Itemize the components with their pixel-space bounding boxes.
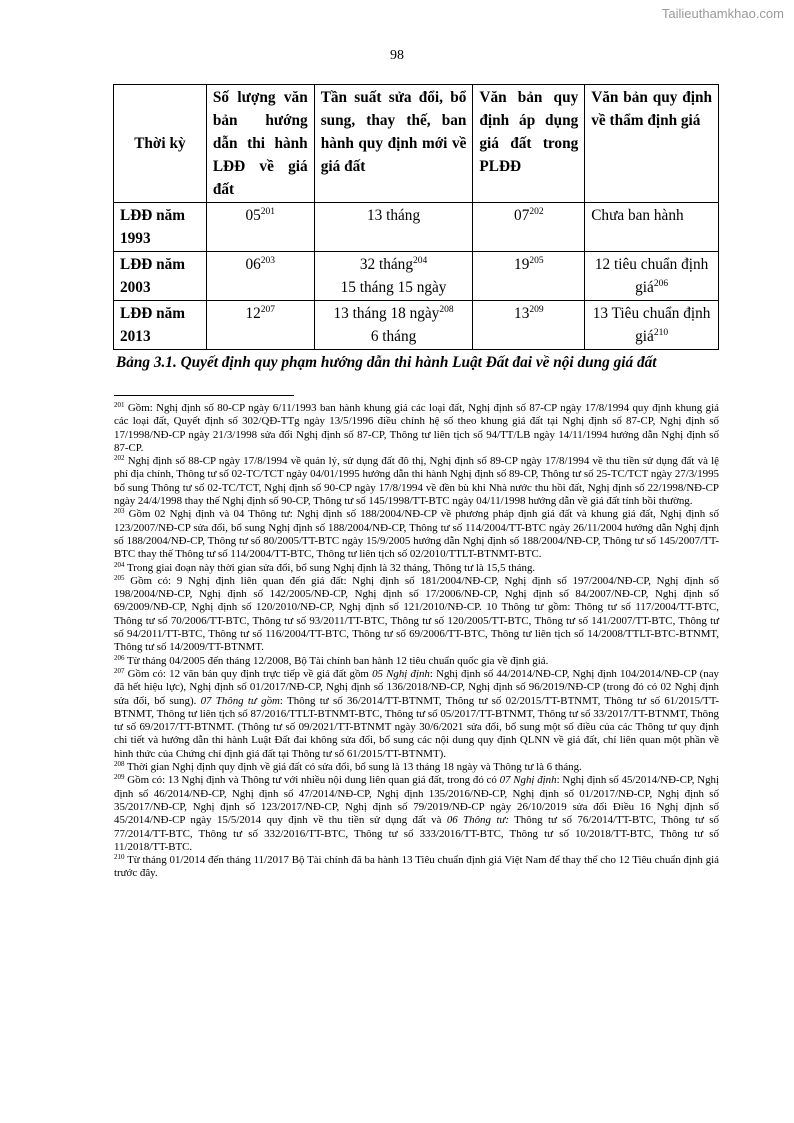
footnote-207: $^{207}$ Gồm có: 12 văn bản quy định trực tiếp về giá đất gồm 05 Nghị định: Nghị định số 44/2014/NĐ-CP, Nghị định 104/2014/NĐ-CP (nay đã hết hiệu lực), Nghị định số 01/2017/NĐ-CP, Nghị định số 136/2018/NĐ-CP, Nghị định số 96/2019/NĐ-CP (trong đó có 02 Nghị định sửa đổi, bổ sung). 07 Thông tư gồm: Thông tư số 36/2014/TT-BTNMT, Thông tư số 02/2015/TT-BTNMT, Thông tư số 61/2015/TT-BTNMT, Thông tư liên tịch số 87/2016/TTLT-BTNMT-BTC, Thông tư số 05/2017/TT-BTNMT, Thông tư số 33/2017/TT-BTNMT, Thông tư số 69/2017/TT-BTNMT. (Thông tư số 09/2021/TT-BTNMT ngày 30/6/2021 sửa đổi, bổ sung một số điều của các Thông tư quy định chi tiết và hướng dẫn thi hành Luật Đất đai không sửa đổi, bổ sung các nội dung quy định QLNN về giá đất, chỉ liên quan một phần về hình thức của Chứng chỉ định giá đất tại Thông tư số 61/2015/TT-BTNMT).	[114, 666, 719, 760]
row-count: $05^{201}$	[206, 203, 314, 252]
watermark: Tailieuthamkhao.com	[661, 6, 784, 21]
table-row	[114, 301, 719, 350]
row-appraisal: 12 tiêu chuẩn định giá$^{206}$	[585, 252, 719, 301]
table-header-row	[114, 85, 719, 203]
row-period: LĐĐ năm 2013	[114, 301, 207, 350]
row-count: $12^{207}$	[206, 301, 314, 350]
row-appraisal: Chưa ban hành	[585, 203, 719, 252]
row-frequency: 13 tháng	[314, 203, 473, 252]
footnote-204: $^{204}$ Trong giai đoạn này thời gian sửa đổi, bổ sung Nghị định là 32 tháng, Thông tư là 15,5 tháng.	[114, 560, 536, 574]
footnote-209: $^{209}$ Gồm có: 13 Nghị định và Thông tư với nhiều nội dung liên quan giá đất, trong đó có 07 Nghị định: Nghị định số 45/2014/NĐ-CP, Nghị định số 46/2014/NĐ-CP, Nghị định số 47/2014/NĐ-CP, Nghị định 135/2016/NĐ-CP, Nghị định số 01/2017/NĐ-CP, Nghị định số 35/2017/NĐ-CP, Nghị định số 123/2017/NĐ-CP, Nghị định số 79/2019/NĐ-CP ngày 26/10/2019 sửa đổi Điều 16 Nghị định số 45/2014/NĐ-CP ngày 15/5/2014 quy định về thu tiền sử dụng đất và 06 Thông tư: Thông tư số 76/2014/TT-BTC, Thông tư số 77/2014/TT-BTC, Thông tư số 332/2016/TT-BTC, Thông tư số 333/2016/TT-BTC, Thông tư số 10/2018/TT-BTC, Thông tư số 11/2018/TT-BTC.	[114, 773, 719, 853]
footnotes	[114, 402, 719, 881]
land-law-table	[113, 84, 719, 350]
footnote-201: $^{201}$ Gồm: Nghị định số 80-CP ngày 6/11/1993 ban hành khung giá các loại đất, Nghị định số 87-CP ngày 17/8/1994 quy định khung giá các loại đất, Quyết định số 302/QĐ-TTg ngày 13/5/1996 điều chỉnh hệ số theo khung giá đất tại Nghị định số 87-CP, Nghị định số 17/1998/NĐ-CP ngày 21/3/1998 sửa đổi Nghị định số 87-CP, Thông tư liên tịch số 94/TT/LB ngày 14/11/1994 hướng dẫn Nghị định số 87-CP.	[114, 401, 719, 454]
header-pricing: Văn bản quy định áp dụng giá đất trong PLĐĐ	[473, 85, 585, 203]
row-count: $06^{203}$	[206, 252, 314, 301]
table-row	[114, 203, 719, 252]
header-frequency: Tần suất sửa đổi, bổ sung, thay thế, ban hành quy định mới về giá đất	[314, 85, 473, 203]
table-row	[114, 252, 719, 301]
row-pricing: $07^{202}$	[473, 203, 585, 252]
header-period: Thời kỳ	[114, 85, 207, 203]
page-number: 98	[390, 48, 404, 63]
footnote-202: $^{202}$ Nghị định số 88-CP ngày 17/8/1994 về quản lý, sử dụng đất đô thị, Nghị định số 89-CP ngày 17/8/1994 về thu tiền sử dụng đất và lệ phí địa chính, Thông tư số 02-TC/TCT ngày 04/01/1995 hướng dẫn thi hành Nghị định số 89-CP, Thông tư số 25-TC/TCT ngày 27/3/1995 bổ sung Thông tư số 02-TC/TCT, Nghị định số 90-CP ngày 17/8/1994 về đền bù khi Nhà nước thu hồi đất, Nghị định số 22/1998/NĐ-CP ngày 24/4/1998 thay thế Nghị định số 90-CP, Thông tư số 145/1998/TT-BTC ngày 04/11/1998 hướng dẫn về giá đất tính bồi thường.	[114, 454, 719, 508]
footnote-203: $^{203}$ Gồm 02 Nghị định và 04 Thông tư: Nghị định số 188/2004/NĐ-CP về phương pháp định giá đất và khung giá đất, Nghị định số 123/2007/NĐ-CP sửa đổi, bổ sung Nghị định số 188/2004/NĐ-CP, Thông tư số 114/2004/TT-BTC ngày 26/11/2004 hướng dẫn Nghị định số 188/2004/NĐ-CP, Thông tư số 80/2005/TT-BTC ngày 15/9/2005 hướng dẫn Nghị định số 188/2004/NĐ-CP, Thông tư số 145/2007/TT-BTC thay thế Thông tư số 114/2004/TT-BTC, Thông tư liên tịch số 02/2010/TTLT-BTNMT-BTC.	[114, 507, 719, 561]
footnote-206: $^{206}$ Từ tháng 04/2005 đến tháng 12/2008, Bộ Tài chính ban hành 12 tiêu chuẩn quốc gia về định giá.	[114, 653, 549, 667]
row-period: LĐĐ năm 2003	[114, 252, 207, 301]
row-pricing: $19^{205}$	[473, 252, 585, 301]
footnote-205: $^{205}$ Gồm có: 9 Nghị định liên quan đến giá đất: Nghị định số 181/2004/NĐ-CP, Nghị định số 197/2004/NĐ-CP, Nghị định số 198/2004/NĐ-CP, Nghị định số 142/2005/NĐ-CP, Nghị định số 17/2006/NĐ-CP, Nghị định số 84/2007/NĐ-CP, Nghị định số 69/2009/NĐ-CP, Nghị định số 120/2010/NĐ-CP, Nghị định số 121/2010/NĐ-CP. 10 Thông tư gồm: Thông tư số 117/2004/TT-BTC, Thông tư số 70/2006/TT-BTC, Thông tư số 93/2011/TT-BTC, Thông tư số 120/2005/TT-BTC, Thông tư số 141/2007/TT-BTC, Thông tư số 94/2011/TT-BTC, Thông tư số 116/2004/TT-BTC, Thông tư số 69/2006/TT-BTC, Thông tư liên tịch số 14/2008/TTLT-BTC-BTNMT, Thông tư số 14/2009/TT-BTNMT.	[114, 573, 719, 654]
header-count: Số lượng văn bản hướng dẫn thi hành LĐĐ về giá đất	[206, 85, 314, 203]
footnote-210: $^{210}$ Từ tháng 01/2014 đến tháng 11/2017 Bộ Tài chính đã ba hành 13 Tiêu chuẩn định giá Việt Nam để thay thế cho 12 Tiêu chuẩn định giá trước đây.	[114, 853, 719, 880]
footnote-divider	[114, 395, 294, 396]
row-frequency: 13 tháng 18 ngày$^{208}$ 6 tháng	[314, 301, 473, 350]
header-appraisal: Văn bản quy định về thẩm định giá	[585, 85, 719, 203]
table-caption: Bảng 3.1. Quyết định quy phạm hướng dẫn thi hành Luật Đất đai về nội dung giá đất	[116, 354, 657, 371]
row-frequency: 32 tháng$^{204}$ 15 tháng 15 ngày	[314, 252, 473, 301]
row-appraisal: 13 Tiêu chuẩn định giá$^{210}$	[585, 301, 719, 350]
footnote-208: $^{208}$ Thời gian Nghị định quy định về giá đất có sửa đổi, bổ sung là 13 tháng 18 ngày và Thông tư là 6 tháng.	[114, 760, 582, 774]
row-period: LĐĐ năm 1993	[114, 203, 207, 252]
row-pricing: $13^{209}$	[473, 301, 585, 350]
